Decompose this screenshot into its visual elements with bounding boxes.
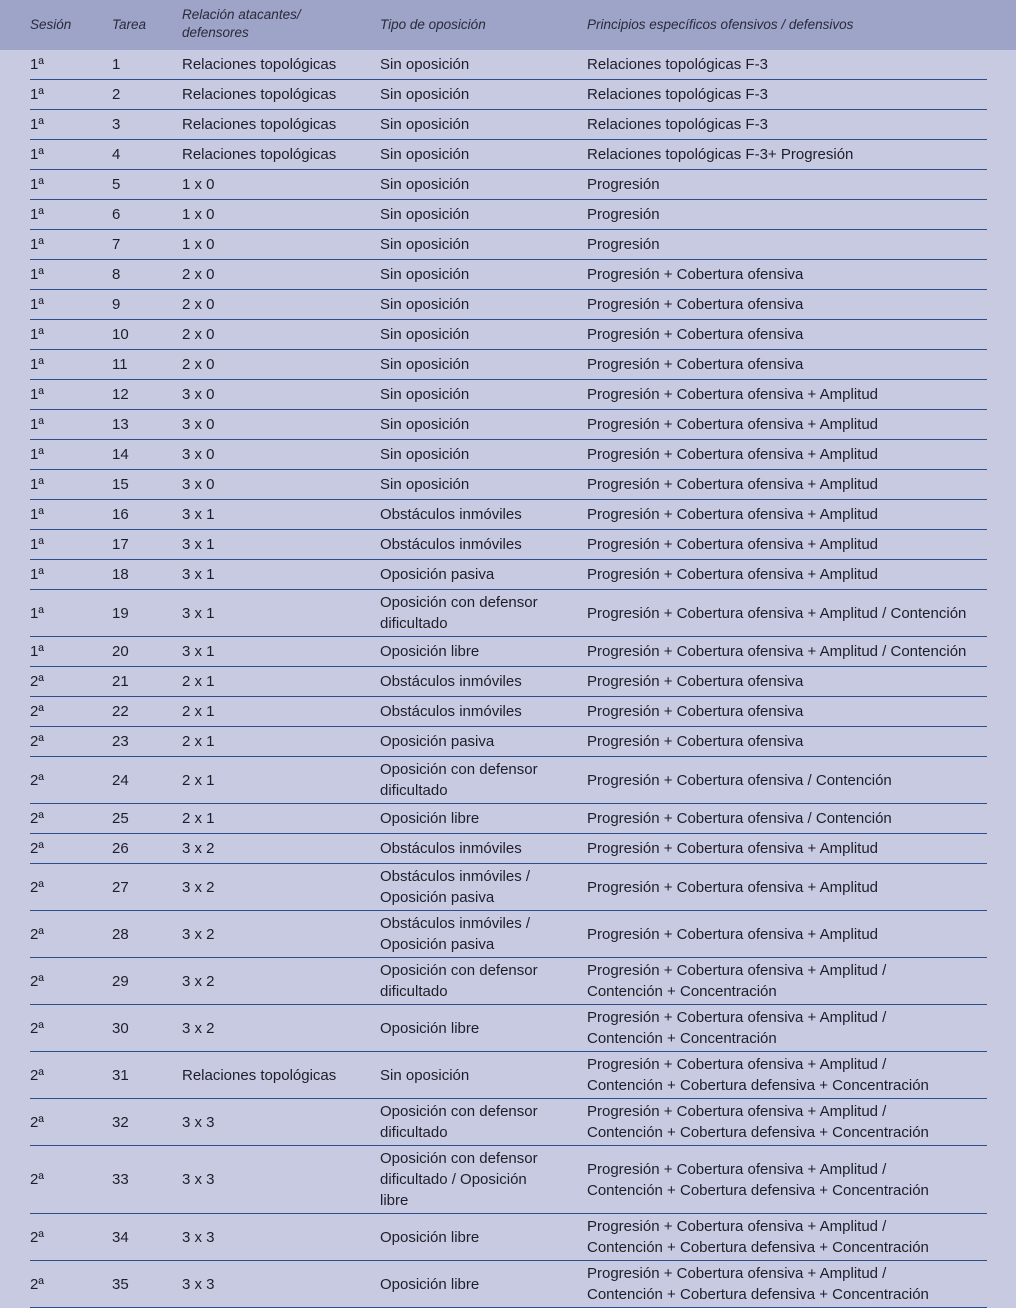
table-row	[30, 1261, 987, 1308]
relacion-cell: 3 x 1	[182, 500, 380, 530]
tarea-cell: 6	[112, 200, 182, 230]
principios-cell: Progresión + Cobertura ofensiva + Amplitud	[587, 410, 987, 440]
tarea-cell: 20	[112, 637, 182, 667]
table-row	[30, 50, 987, 80]
tarea-cell: 28	[112, 911, 182, 958]
principios-cell: Progresión + Cobertura ofensiva / Contención	[587, 757, 987, 804]
relacion-cell: 3 x 1	[182, 560, 380, 590]
table-row	[30, 560, 987, 590]
principios-cell: Progresión + Cobertura ofensiva + Amplitud	[587, 911, 987, 958]
sesion-cell: 2ª	[30, 804, 112, 834]
tipo-oposicion-cell: Obstáculos inmóviles / Oposición pasiva	[380, 911, 587, 958]
table-row	[30, 470, 987, 500]
relacion-cell: 2 x 0	[182, 350, 380, 380]
tipo-oposicion-cell: Oposición con defensor dificultado	[380, 590, 587, 637]
table-header	[0, 0, 1016, 50]
tarea-cell: 17	[112, 530, 182, 560]
relacion-cell: Relaciones topológicas	[182, 50, 380, 80]
principios-cell: Progresión + Cobertura ofensiva + Amplitud	[587, 440, 987, 470]
sesion-cell: 2ª	[30, 834, 112, 864]
principios-cell: Progresión + Cobertura ofensiva + Amplitud	[587, 530, 987, 560]
relacion-cell: 2 x 0	[182, 260, 380, 290]
principios-cell: Progresión + Cobertura ofensiva	[587, 320, 987, 350]
sesion-cell: 1ª	[30, 260, 112, 290]
relacion-cell: 3 x 3	[182, 1261, 380, 1308]
tipo-oposicion-cell: Obstáculos inmóviles	[380, 500, 587, 530]
principios-cell: Progresión + Cobertura ofensiva + Amplitud	[587, 864, 987, 911]
principios-cell: Progresión + Cobertura ofensiva + Amplitud / Contención + Cobertura defensiva + Concentración	[587, 1099, 987, 1146]
table-row	[30, 380, 987, 410]
sesion-cell: 2ª	[30, 1099, 112, 1146]
relacion-cell: 3 x 3	[182, 1214, 380, 1261]
principios-cell: Relaciones topológicas F-3+ Progresión	[587, 140, 987, 170]
tipo-oposicion-cell: Sin oposición	[380, 170, 587, 200]
tarea-cell: 24	[112, 757, 182, 804]
sesion-cell: 1ª	[30, 410, 112, 440]
tarea-cell: 2	[112, 80, 182, 110]
sesion-cell: 1ª	[30, 320, 112, 350]
tipo-oposicion-cell: Sin oposición	[380, 380, 587, 410]
tipo-oposicion-cell: Sin oposición	[380, 50, 587, 80]
header-tarea: Tarea	[112, 17, 147, 32]
table-row	[30, 140, 987, 170]
table-row	[30, 290, 987, 320]
tipo-oposicion-cell: Oposición pasiva	[380, 560, 587, 590]
tipo-oposicion-cell: Obstáculos inmóviles	[380, 834, 587, 864]
table-row	[30, 1005, 987, 1052]
tipo-oposicion-cell: Oposición con defensor dificultado	[380, 1099, 587, 1146]
principios-cell: Progresión + Cobertura ofensiva + Amplitud / Contención + Cobertura defensiva + Concentración	[587, 1146, 987, 1214]
tarea-cell: 13	[112, 410, 182, 440]
table-row	[30, 1099, 987, 1146]
tarea-cell: 10	[112, 320, 182, 350]
table-row	[30, 697, 987, 727]
tarea-cell: 21	[112, 667, 182, 697]
relacion-cell: 2 x 1	[182, 667, 380, 697]
relacion-cell: 2 x 1	[182, 727, 380, 757]
table-row	[30, 834, 987, 864]
table-row	[30, 170, 987, 200]
principios-cell: Relaciones topológicas F-3	[587, 80, 987, 110]
tarea-cell: 18	[112, 560, 182, 590]
principios-cell: Progresión + Cobertura ofensiva	[587, 667, 987, 697]
table-row	[30, 1146, 987, 1214]
sesion-cell: 1ª	[30, 470, 112, 500]
tarea-cell: 31	[112, 1052, 182, 1099]
relacion-cell: Relaciones topológicas	[182, 80, 380, 110]
tipo-oposicion-cell: Sin oposición	[380, 320, 587, 350]
relacion-cell: Relaciones topológicas	[182, 1052, 380, 1099]
tarea-cell: 19	[112, 590, 182, 637]
table-row	[30, 530, 987, 560]
principios-cell: Progresión + Cobertura ofensiva	[587, 290, 987, 320]
tarea-cell: 9	[112, 290, 182, 320]
relacion-cell: 3 x 0	[182, 440, 380, 470]
sesion-cell: 1ª	[30, 200, 112, 230]
sesion-cell: 1ª	[30, 50, 112, 80]
relacion-cell: 3 x 2	[182, 864, 380, 911]
principios-cell: Progresión	[587, 230, 987, 260]
tarea-cell: 32	[112, 1099, 182, 1146]
table-row	[30, 260, 987, 290]
tarea-cell: 29	[112, 958, 182, 1005]
sesion-cell: 1ª	[30, 637, 112, 667]
principios-cell: Progresión + Cobertura ofensiva + Amplitud / Contención	[587, 637, 987, 667]
tipo-oposicion-cell: Sin oposición	[380, 80, 587, 110]
tarea-cell: 23	[112, 727, 182, 757]
relacion-cell: 2 x 0	[182, 290, 380, 320]
sesion-cell: 1ª	[30, 140, 112, 170]
header-principios: Principios específicos ofensivos / defensivos	[587, 17, 854, 32]
tipo-oposicion-cell: Oposición con defensor dificultado / Oposición libre	[380, 1146, 587, 1214]
relacion-cell: 1 x 0	[182, 170, 380, 200]
sesion-cell: 2ª	[30, 1146, 112, 1214]
tipo-oposicion-cell: Sin oposición	[380, 230, 587, 260]
table-row	[30, 80, 987, 110]
table-row	[30, 667, 987, 697]
table-row	[30, 590, 987, 637]
tipo-oposicion-cell: Sin oposición	[380, 200, 587, 230]
principios-cell: Progresión + Cobertura ofensiva	[587, 727, 987, 757]
principios-cell: Progresión + Cobertura ofensiva + Amplitud	[587, 380, 987, 410]
tipo-oposicion-cell: Oposición libre	[380, 804, 587, 834]
principios-cell: Progresión	[587, 170, 987, 200]
relacion-cell: 1 x 0	[182, 230, 380, 260]
relacion-cell: 3 x 0	[182, 380, 380, 410]
principios-cell: Progresión + Cobertura ofensiva + Amplitud	[587, 470, 987, 500]
sesion-cell: 2ª	[30, 864, 112, 911]
tarea-cell: 8	[112, 260, 182, 290]
table-row	[30, 200, 987, 230]
relacion-cell: 3 x 1	[182, 590, 380, 637]
header-relacion: Relación atacantes/ defensores	[182, 7, 301, 40]
tarea-cell: 30	[112, 1005, 182, 1052]
tarea-cell: 25	[112, 804, 182, 834]
tarea-cell: 33	[112, 1146, 182, 1214]
table-row	[30, 440, 987, 470]
sesion-cell: 2ª	[30, 911, 112, 958]
sesion-cell: 2ª	[30, 757, 112, 804]
tipo-oposicion-cell: Oposición pasiva	[380, 727, 587, 757]
tipo-oposicion-cell: Obstáculos inmóviles / Oposición pasiva	[380, 864, 587, 911]
relacion-cell: 2 x 1	[182, 804, 380, 834]
sesion-cell: 1ª	[30, 80, 112, 110]
principios-cell: Progresión + Cobertura ofensiva	[587, 350, 987, 380]
tipo-oposicion-cell: Sin oposición	[380, 110, 587, 140]
sesion-cell: 1ª	[30, 170, 112, 200]
table-row	[30, 1214, 987, 1261]
table-row	[30, 637, 987, 667]
tarea-cell: 35	[112, 1261, 182, 1308]
table-row	[30, 350, 987, 380]
tipo-oposicion-cell: Sin oposición	[380, 260, 587, 290]
tarea-cell: 15	[112, 470, 182, 500]
sesion-cell: 2ª	[30, 727, 112, 757]
table-row	[30, 864, 987, 911]
tipo-oposicion-cell: Obstáculos inmóviles	[380, 530, 587, 560]
tipo-oposicion-cell: Sin oposición	[380, 410, 587, 440]
sesion-cell: 1ª	[30, 230, 112, 260]
tarea-cell: 4	[112, 140, 182, 170]
header-sesion: Sesión	[30, 17, 72, 32]
principios-cell: Progresión + Cobertura ofensiva + Amplitud / Contención + Concentración	[587, 958, 987, 1005]
tarea-cell: 3	[112, 110, 182, 140]
principios-cell: Progresión + Cobertura ofensiva + Amplitud / Contención	[587, 590, 987, 637]
tipo-oposicion-cell: Oposición con defensor dificultado	[380, 757, 587, 804]
relacion-cell: 3 x 2	[182, 1005, 380, 1052]
relacion-cell: 2 x 1	[182, 757, 380, 804]
tarea-cell: 16	[112, 500, 182, 530]
tarea-cell: 22	[112, 697, 182, 727]
relacion-cell: 3 x 1	[182, 530, 380, 560]
tipo-oposicion-cell: Oposición libre	[380, 1214, 587, 1261]
tipo-oposicion-cell: Obstáculos inmóviles	[380, 667, 587, 697]
header-tipo-oposicion: Tipo de oposición	[380, 17, 486, 32]
tarea-cell: 11	[112, 350, 182, 380]
sesion-cell: 1ª	[30, 350, 112, 380]
table-row	[30, 1052, 987, 1099]
table-row	[30, 911, 987, 958]
sesion-cell: 2ª	[30, 697, 112, 727]
tipo-oposicion-cell: Oposición libre	[380, 1261, 587, 1308]
sesion-cell: 2ª	[30, 1005, 112, 1052]
sesion-cell: 2ª	[30, 1261, 112, 1308]
principios-cell: Progresión + Cobertura ofensiva + Amplitud / Contención + Cobertura defensiva + Concentración	[587, 1261, 987, 1308]
relacion-cell: 3 x 0	[182, 470, 380, 500]
principios-cell: Relaciones topológicas F-3	[587, 50, 987, 80]
relacion-cell: 3 x 3	[182, 1099, 380, 1146]
sesion-cell: 1ª	[30, 530, 112, 560]
tipo-oposicion-cell: Sin oposición	[380, 140, 587, 170]
tipo-oposicion-cell: Sin oposición	[380, 1052, 587, 1099]
table-row	[30, 320, 987, 350]
principios-cell: Progresión + Cobertura ofensiva + Amplitud	[587, 560, 987, 590]
principios-cell: Progresión + Cobertura ofensiva / Contención	[587, 804, 987, 834]
tarea-cell: 14	[112, 440, 182, 470]
relacion-cell: 2 x 1	[182, 697, 380, 727]
table-row	[30, 500, 987, 530]
principios-cell: Progresión + Cobertura ofensiva + Amplitud / Contención + Cobertura defensiva + Concentración	[587, 1052, 987, 1099]
tipo-oposicion-cell: Sin oposición	[380, 440, 587, 470]
tarea-cell: 7	[112, 230, 182, 260]
relacion-cell: 3 x 2	[182, 834, 380, 864]
relacion-cell: 3 x 2	[182, 958, 380, 1005]
table-row	[30, 757, 987, 804]
principios-cell: Progresión + Cobertura ofensiva	[587, 260, 987, 290]
sesion-cell: 1ª	[30, 590, 112, 637]
sesion-cell: 2ª	[30, 667, 112, 697]
tipo-oposicion-cell: Oposición libre	[380, 1005, 587, 1052]
tarea-cell: 5	[112, 170, 182, 200]
tarea-cell: 12	[112, 380, 182, 410]
relacion-cell: Relaciones topológicas	[182, 110, 380, 140]
tipo-oposicion-cell: Oposición libre	[380, 637, 587, 667]
relacion-cell: 2 x 0	[182, 320, 380, 350]
sesion-cell: 1ª	[30, 290, 112, 320]
principios-cell: Progresión + Cobertura ofensiva + Amplitud	[587, 834, 987, 864]
table-row	[30, 230, 987, 260]
principios-cell: Progresión + Cobertura ofensiva + Amplitud / Contención + Cobertura defensiva + Concentración	[587, 1214, 987, 1261]
relacion-cell: 3 x 1	[182, 637, 380, 667]
sesion-cell: 1ª	[30, 110, 112, 140]
sesion-cell: 2ª	[30, 958, 112, 1005]
table-row	[30, 110, 987, 140]
tarea-cell: 27	[112, 864, 182, 911]
table-row	[30, 410, 987, 440]
relacion-cell: Relaciones topológicas	[182, 140, 380, 170]
tasks-table	[30, 50, 987, 1308]
principios-cell: Progresión + Cobertura ofensiva + Amplitud / Contención + Concentración	[587, 1005, 987, 1052]
tipo-oposicion-cell: Oposición con defensor dificultado	[380, 958, 587, 1005]
tipo-oposicion-cell: Sin oposición	[380, 350, 587, 380]
relacion-cell: 3 x 3	[182, 1146, 380, 1214]
table-row	[30, 958, 987, 1005]
table-row	[30, 727, 987, 757]
table-row	[30, 804, 987, 834]
tipo-oposicion-cell: Sin oposición	[380, 470, 587, 500]
tarea-cell: 34	[112, 1214, 182, 1261]
tipo-oposicion-cell: Obstáculos inmóviles	[380, 697, 587, 727]
principios-cell: Relaciones topológicas F-3	[587, 110, 987, 140]
sesion-cell: 1ª	[30, 500, 112, 530]
tipo-oposicion-cell: Sin oposición	[380, 290, 587, 320]
tarea-cell: 1	[112, 50, 182, 80]
sesion-cell: 1ª	[30, 560, 112, 590]
sesion-cell: 1ª	[30, 380, 112, 410]
principios-cell: Progresión + Cobertura ofensiva + Amplitud	[587, 500, 987, 530]
tarea-cell: 26	[112, 834, 182, 864]
principios-cell: Progresión	[587, 200, 987, 230]
relacion-cell: 3 x 0	[182, 410, 380, 440]
relacion-cell: 3 x 2	[182, 911, 380, 958]
sesion-cell: 1ª	[30, 440, 112, 470]
sesion-cell: 2ª	[30, 1214, 112, 1261]
sesion-cell: 2ª	[30, 1052, 112, 1099]
relacion-cell: 1 x 0	[182, 200, 380, 230]
principios-cell: Progresión + Cobertura ofensiva	[587, 697, 987, 727]
